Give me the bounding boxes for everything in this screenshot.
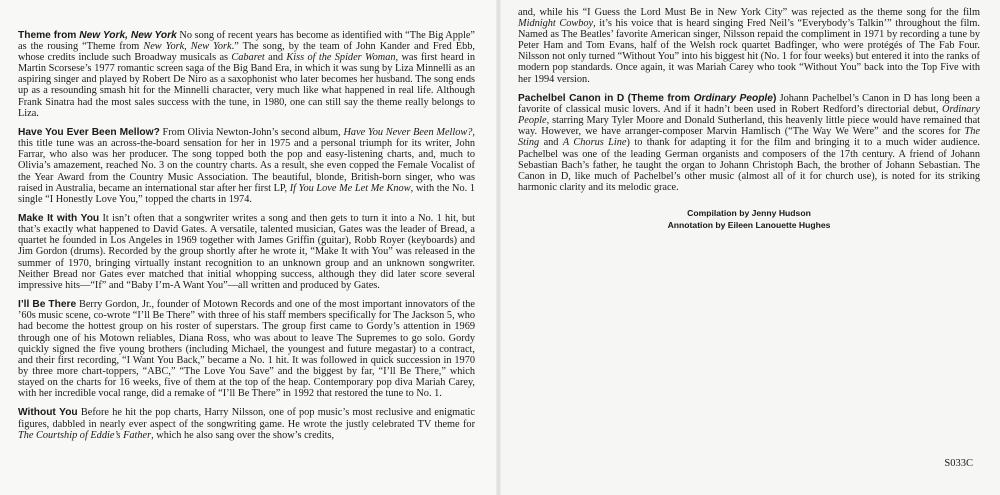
- section-make-it-with-you: Make It with You It isn’t often that a songwriter writes a song and then gets to turn it into a No. 1 hit, but that’s exactly what happened to David Gates. A versatile, talented musician, Gates was the leader of Bread, a quartet he founded in Los Angeles in 1969 together with James Griffin (guitar), Robb Royer (keyboards) and Jim Gordon (drums). Recorded by the group shortly after he wrote it, “Make It with You” was released in the summer of 1970, bringing virtually instant recognition to an unknown group and an unknown songwriter. Neither Bread nor Gates ever matched that initial whopping success, although they did later score several impressive hits—“If” and “Baby I’m-A Want You”—all written and produced by Gates.: [18, 213, 475, 291]
- section-title: I’ll Be There: [18, 299, 77, 311]
- left-page: [0, 0, 497, 495]
- section-title: Theme from New York, New York: [18, 30, 177, 41]
- section-title: Pachelbel Canon in D (Theme from Ordinary People): [518, 93, 777, 105]
- catalog-code: S033C: [944, 457, 973, 469]
- section-new-york: Theme from New York, New York No song of recent years has become as identified with “The Big Apple” as the rousing “Theme from New York, New York.” The song, by the team of John Kander and Fred Ebb, whose credits include such Broadway musicals as Cabaret and Kiss of the Spider Woman, was first heard in Martin Scorsese’s 1977 romantic screen saga of the Big Band Era, in which it was sung by Liza Minnelli as an aspiring singer and played by Robert De Niro as a saxophonist who later becomes her husband. The song ends up as a resounding smash hit for the Minnelli character, very much like what happened in real life. Although Frank Sinatra had the most sales success with the tune, in 1980, one can still say the theme really belongs to Liza.: [18, 30, 476, 119]
- annotation-credit: Annotation by Eileen Lanouette Hughes: [667, 219, 831, 230]
- compilation-credit: Compilation by Jenny Hudson: [687, 207, 811, 218]
- section-ill-be-there: I’ll Be There Berry Gordon, Jr., founder of Motown Records and one of the most important innovators of the ’60s music scene, co-wrote “I’ll Be There” with three of his staff members specifically for The Jackson 5, who had become the hottest group on his roster of superstars. The group first came to Gordy’s attention in 1969 through one of his Motown reliables, Diana Ross, who was about to leave The Supremes to go solo. Gordy quickly signed the five young brothers (including Michael, the youngest and future megastar) to a contract, and their first recording, “I Want You Back,” became a No. 1 hit. It was followed in quick succession in 1970 by three more chart-toppers, “ABC,” “The Love You Save” and the biggest by far, “I’ll Be There,” which stayed on the charts for 16 weeks, five of them at the top of the heap. Contemporary pop diva Mariah Carey, with her incredible vocal range, did a remake of “I’ll Be There” in 1992 that restored the tune to No. 1.: [18, 299, 476, 399]
- section-title: Make It with You: [18, 213, 100, 225]
- section-without-you-continued: and, while his “I Guess the Lord Must Be in New York City” was rejected as the theme song for the film Midnight Cowboy, it’s his voice that is heard singing Fred Neil’s “Everybody’s Talkin’” throughout the film. Named as The Beatles’ favorite American singer, Nilsson repaid the compliment in 1971 by recording a tune by Peter Ham and Tom Evans, half of the Welsh rock quartet Badfinger, who were protégés of The Fab Four. Nilsson not only turned “Without You” into his biggest hit (No. 1 for four weeks) but entered it into the ranks of modern pop standards. Once again, it was Mariah Carey who took “Without You” back into the Top Five with her 1994 version.: [518, 7, 980, 85]
- section-title: Have You Ever Been Mellow?: [18, 127, 160, 139]
- section-pachelbel-canon: Pachelbel Canon in D (Theme from Ordinary People) Johann Pachelbel’s Canon in D has long been a favorite of classical music lovers. And if it hadn’t been used in Robert Redford’s directorial debut, Ordinary People, starring Mary Tyler Moore and Donald Sutherland, this heavenly little piece would have remained that way. However, we have arranger-composer Marvin Hamlisch (“The Way We Were” and the scores for The Sting and A Chorus Line) to thank for adapting it for the film and bringing it to a much wider audience. Pachelbel was one of the leading German organists and composers of the 17th century. A friend of Johann Sebastian Bach’s father, he taught the organ to Johann Christoph Bach, the brother of Johann Sebastian. The Canon in D, like much of Pachelbel’s other music (almost all of it for church use), is noted for its striking harmonic clarity and its melodic grace.: [518, 93, 981, 193]
- credits: [518, 207, 980, 231]
- right-page: [501, 0, 1000, 495]
- section-mellow: Have You Ever Been Mellow? From Olivia Newton-John’s second album, Have You Never Been Mellow?, this title tune was an across-the-board sensation for her in 1975 and a personal triumph for its writer, John Farrar, who also was her producer. The song topped both the pop and easy-listening charts, and, much to Olivia’s amazement, reached No. 3 on the country charts. As a result, she even copped the Female Vocalist of the Year Award from the Country Music Association. The beautiful, blonde, British-born singer, who was raised in Australia, became an international star after her first LP, If You Love Me Let Me Know, with the No. 1 single “I Honestly Love You,” topped the charts in 1974.: [18, 127, 475, 205]
- section-without-you: Without You Before he hit the pop charts, Harry Nilsson, one of pop music’s most reclusive and enigmatic figures, dabbled in nearly ever aspect of the songwriting game. He wrote the justly celebrated TV theme for The Courtship of Eddie’s Father, which he also sang over the show’s credits,: [18, 407, 475, 441]
- section-title: Without You: [18, 407, 78, 419]
